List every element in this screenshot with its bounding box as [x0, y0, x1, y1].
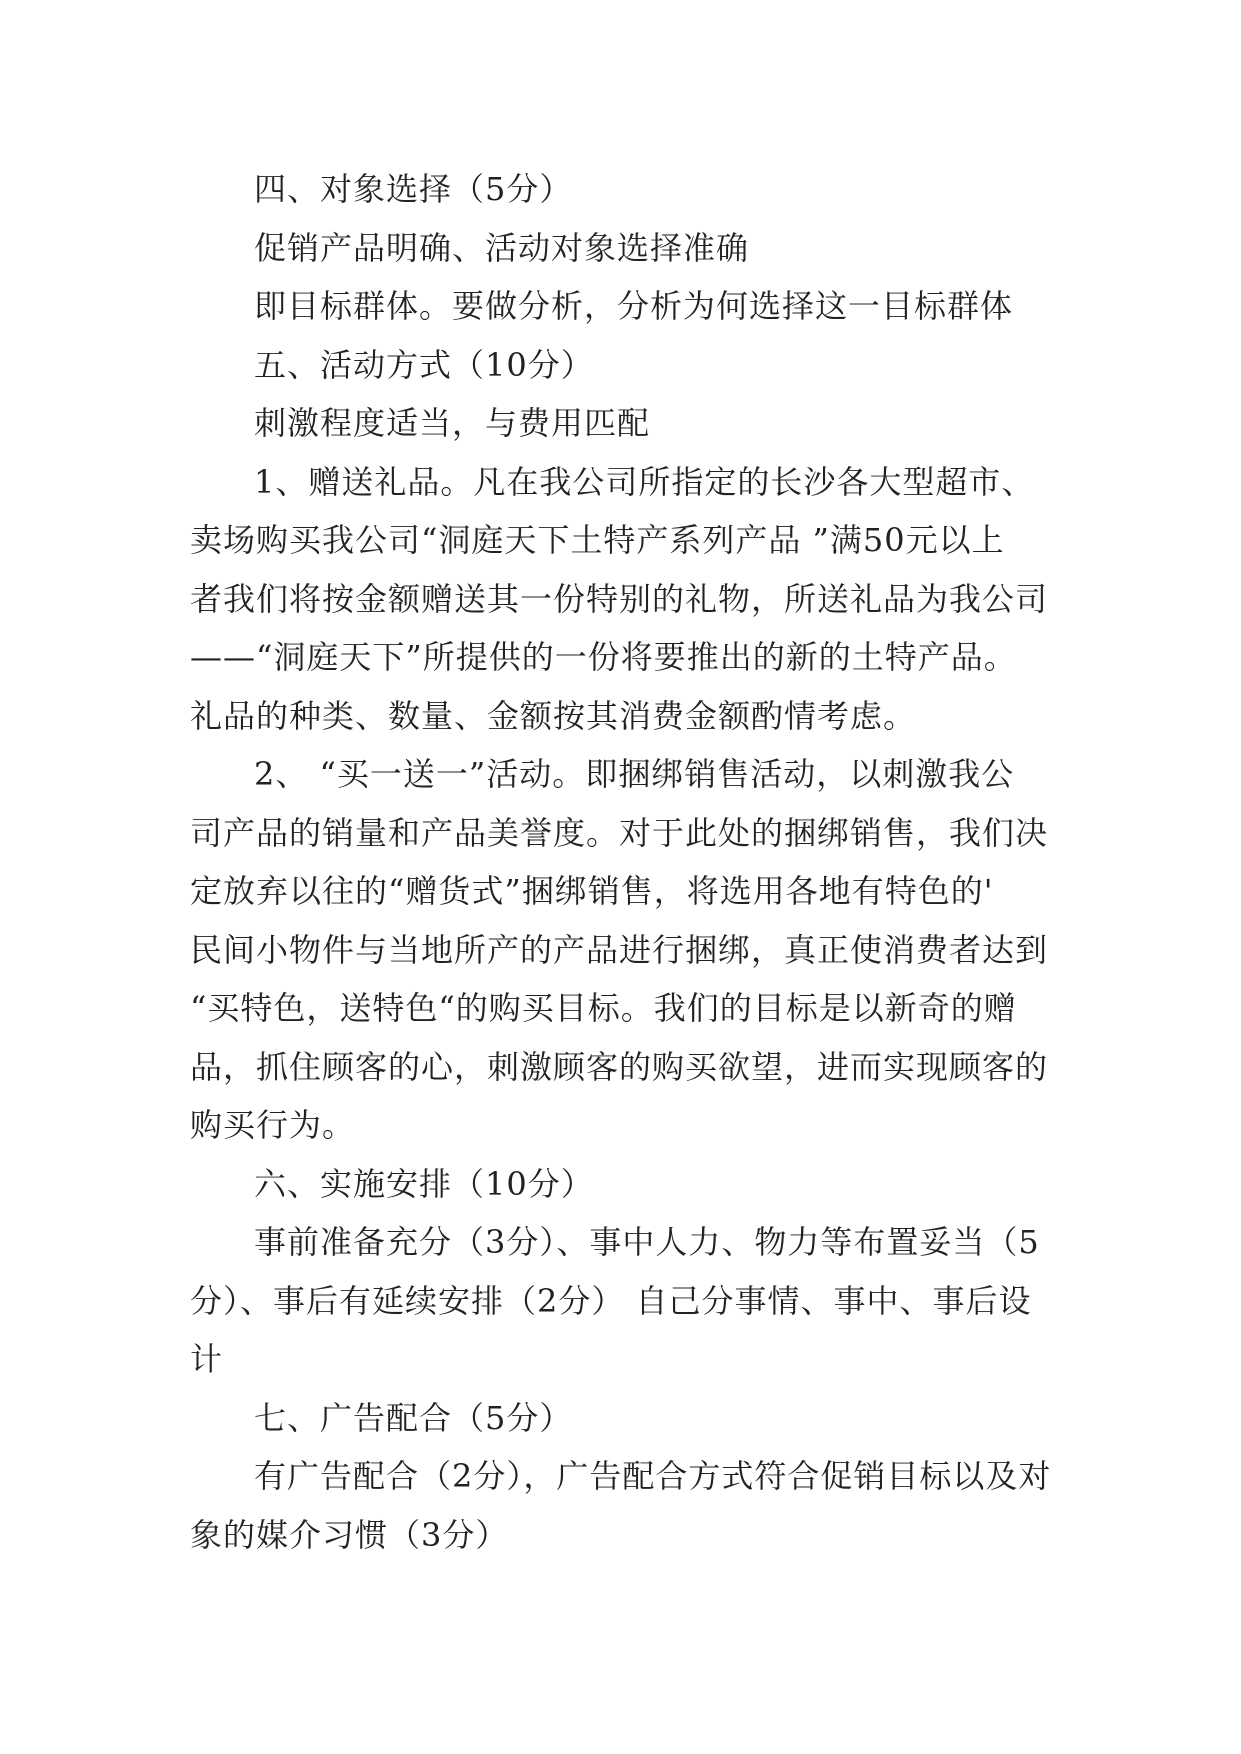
paragraph-line: 1、赠送礼品。凡在我公司所指定的长沙各大型超市、	[254, 462, 1035, 501]
paragraph-line: 民间小物件与当地所产的产品进行捆绑，真正使消费者达到	[190, 930, 1049, 969]
paragraph-line: 购买行为。	[190, 1106, 356, 1144]
paragraph-line: 促销产品明确、活动对象选择准确	[254, 228, 750, 267]
document-body	[190, 160, 1070, 1564]
paragraph-line: 有广告配合（2分），广告配合方式符合促销目标以及对	[254, 1457, 1052, 1495]
paragraph-line: “买特色，送特色“的购买目标。我们的目标是以新奇的赠	[190, 989, 1017, 1027]
paragraph-line: 2、 “买一送一”活动。即捆绑销售活动，以刺激我公	[254, 755, 1015, 793]
paragraph-line: 者我们将按金额赠送其一份特别的礼物，所送礼品为我公司	[190, 579, 1049, 618]
paragraph-line: 刺激程度适当，与费用匹配	[254, 404, 651, 442]
paragraph-line: 品，抓住顾客的心，刺激顾客的购买欲望，进而实现顾客的	[190, 1047, 1049, 1086]
paragraph-line: 定放弃以往的“赠货式”捆绑销售，将选用各地有特色的'	[190, 872, 994, 910]
section-heading-5: 五、活动方式（10分）	[254, 345, 594, 384]
paragraph-line: 礼品的种类、数量、金额按其消费金额酌情考虑。	[190, 696, 917, 735]
section-heading-4: 四、对象选择（5分）	[254, 170, 573, 208]
section-heading-6: 六、实施安排（10分）	[254, 1164, 594, 1203]
paragraph-line: 分）、事后有延续安排（2分） 自己分事情、事中、事后设	[190, 1281, 1032, 1320]
section-heading-7: 七、广告配合（5分）	[254, 1398, 573, 1437]
paragraph-line: 司产品的销量和产品美誉度。对于此处的捆绑销售，我们决	[190, 813, 1049, 852]
paragraph-line: 事前准备充分（3分）、事中人力、物力等布置妥当（5	[254, 1223, 1040, 1261]
paragraph-line: 即目标群体。要做分析，分析为何选择这一目标群体	[254, 287, 1014, 325]
paragraph-line: 卖场购买我公司“洞庭天下土特产系列产品 ”满50元以上	[190, 521, 1005, 559]
paragraph-line: 象的媒介习惯（3分）	[190, 1515, 509, 1554]
paragraph-line: 计	[190, 1340, 224, 1378]
paragraph-line: ——“洞庭天下”所提供的一份将要推出的新的土特产品。	[190, 638, 1017, 676]
